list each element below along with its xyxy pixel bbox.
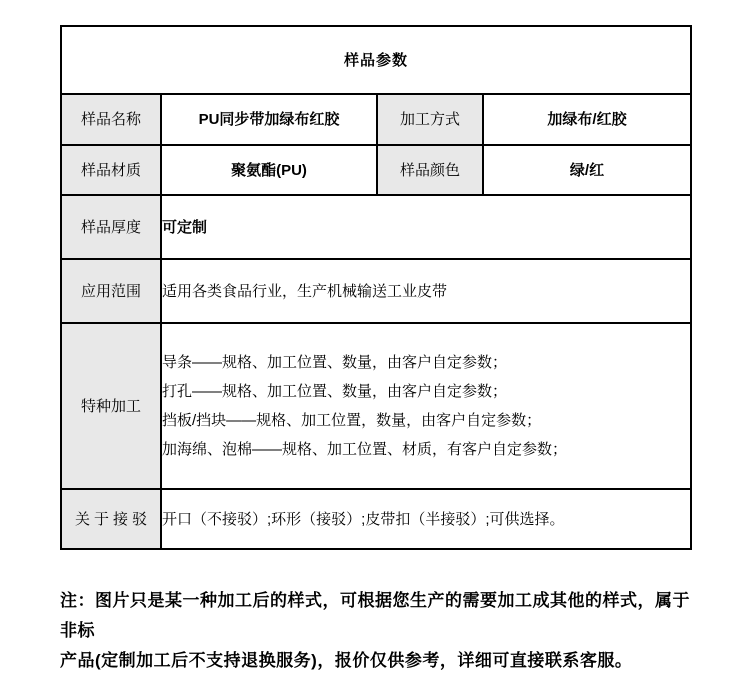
label-application-scope: 应用范围 [61,259,161,323]
special-processing-line: 挡板/挡块——规格、加工位置，数量，由客户自定参数； [162,412,542,429]
value-sample-name: PU同步带加绿布红胶 [161,94,377,145]
value-sample-thickness: 可定制 [161,195,691,259]
value-about-joining: 开口（不接驳）;环形（接驳）;皮带扣（半接驳）;可供选择。 [161,489,691,549]
table-title: 样品参数 [61,26,691,94]
table-row [61,323,691,489]
label-sample-color: 样品颜色 [377,145,483,195]
value-special-processing [161,323,691,489]
label-about-joining: 关于接驳 [61,489,161,549]
special-processing-line: 导条——规格、加工位置、数量，由客户自定参数； [162,354,508,371]
label-sample-material: 样品材质 [61,145,161,195]
table-row [61,195,691,259]
label-sample-thickness: 样品厚度 [61,195,161,259]
value-sample-material: 聚氨酯(PU) [161,145,377,195]
value-sample-color: 绿/红 [483,145,691,195]
footnote-line-1: 注：图片只是某一种加工后的样式，可根据您生产的需要加工成其他的样式，属于非标 [60,591,690,640]
label-special-processing: 特种加工 [61,323,161,489]
footnote-line-2: 产品(定制加工后不支持退换服务)，报价仅供参考，详细可直接联系客服。 [60,651,633,670]
sample-spec-table [60,25,692,550]
special-processing-line: 加海绵、泡棉——规格、加工位置、材质，有客户自定参数； [162,441,568,458]
table-row [61,145,691,195]
table-row [61,94,691,145]
value-application-scope: 适用各类食品行业，生产机械输送工业皮带 [161,259,691,323]
table-title-row [61,26,691,94]
table-row [61,259,691,323]
table-row [61,489,691,549]
label-processing-method: 加工方式 [377,94,483,145]
label-sample-name: 样品名称 [61,94,161,145]
footnote [60,586,696,676]
special-processing-line: 打孔——规格、加工位置、数量，由客户自定参数； [162,383,508,400]
value-processing-method: 加绿布/红胶 [483,94,691,145]
